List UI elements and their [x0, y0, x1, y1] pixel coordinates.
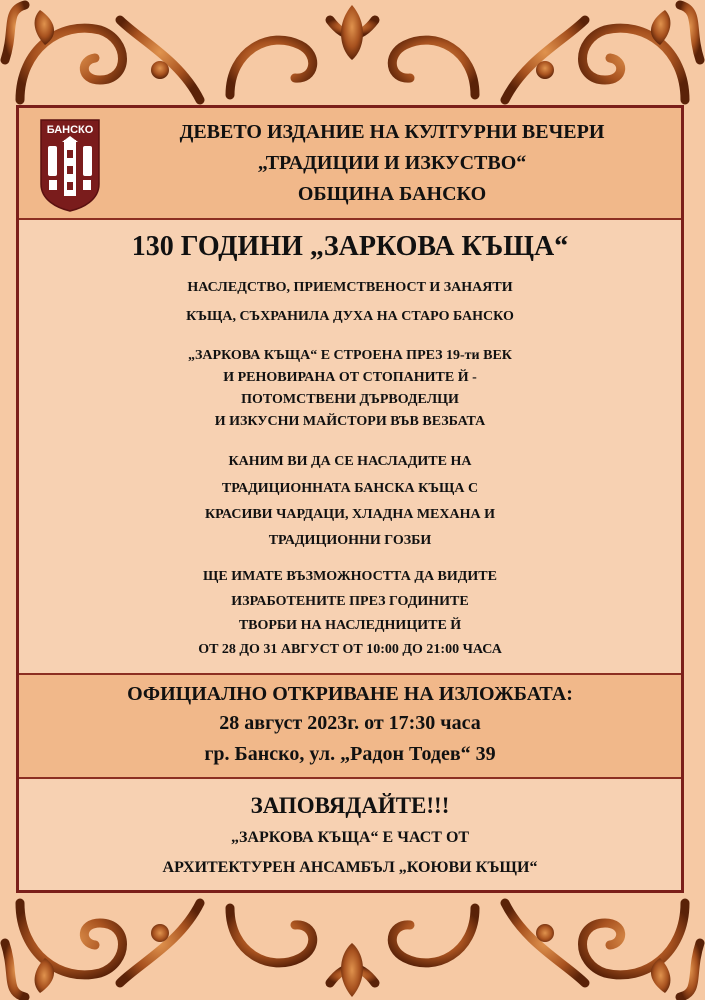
- footer-line-2: АРХИТЕКТУРЕН АНСАМБЪЛ „КОЮВИ КЪЩИ“: [162, 859, 538, 876]
- history-line-2: И РЕНОВИРАНА ОТ СТОПАНИТЕ Й -: [223, 370, 477, 385]
- header-line-3: ОБЩИНА БАНСКО: [297, 183, 487, 205]
- exhibit-line-2: ИЗРАБОТЕНИТЕ ПРЕЗ ГОДИНИТЕ: [231, 594, 469, 609]
- invite-line-4: ТРАДИЦИОННИ ГОЗБИ: [268, 533, 432, 548]
- history-line-3: ПОТОМСТВЕНИ ДЪРВОДЕЛЦИ: [241, 392, 459, 407]
- opening-title: ОФИЦИАЛНО ОТКРИВАНЕ НА ИЗЛОЖБАТА:: [127, 683, 573, 705]
- subtitle-1: НАСЛЕДСТВО, ПРИЕМСТВЕНОСТ И ЗАНАЯТИ: [187, 280, 513, 295]
- header-line-1: ДЕВЕТО ИЗДАНИЕ НА КУЛТУРНИ ВЕЧЕРИ: [179, 121, 605, 143]
- invite-line-3: КРАСИВИ ЧАРДАЦИ, ХЛАДНА МЕХАНА И: [205, 507, 495, 522]
- exhibit-line-3: ТВОРБИ НА НАСЛЕДНИЦИТЕ Й: [238, 618, 462, 633]
- poster-panel: [16, 105, 684, 893]
- opening-band: [19, 673, 681, 779]
- footer-line-1: „ЗАРКОВА КЪЩА“ Е ЧАСТ ОТ: [230, 829, 470, 846]
- main-title: 130 ГОДИНИ „ЗАРКОВА КЪЩА“: [131, 231, 569, 262]
- subtitle-2: КЪЩА, СЪХРАНИЛА ДУХА НА СТАРО БАНСКО: [186, 309, 514, 324]
- header-band: [19, 108, 681, 220]
- top-wood-carving: [0, 0, 705, 110]
- opening-address: гр. Банско, ул. „Радон Тодев“ 39: [204, 743, 496, 765]
- history-line-1: „ЗАРКОВА КЪЩА“ Е СТРОЕНА ПРЕЗ 19-ти ВЕК: [188, 348, 512, 363]
- wood-carving-icon: [0, 0, 705, 110]
- header-line-2: „ТРАДИЦИИ И ИЗКУСТВО“: [257, 152, 527, 174]
- opening-date: 28 август 2023г. от 17:30 часа: [219, 712, 481, 734]
- exhibit-line-1: ЩЕ ИМАТЕ ВЪЗМОЖНОСТТА ДА ВИДИТЕ: [203, 569, 497, 584]
- exhibit-dates: ОТ 28 ДО 31 АВГУСТ ОТ 10:00 ДО 21:00 ЧАСА: [198, 642, 502, 657]
- welcome-text: ЗАПОВЯДАЙТЕ!!!: [250, 793, 450, 818]
- bansko-coat-of-arms-icon: [37, 116, 103, 212]
- wood-carving-icon: [0, 893, 705, 1000]
- invite-line-1: КАНИМ ВИ ДА СЕ НАСЛАДИТЕ НА: [228, 454, 472, 469]
- invite-line-2: ТРАДИЦИОННАТА БАНСКА КЪЩА С: [221, 481, 479, 496]
- logo-text: БАНСКО: [46, 124, 94, 136]
- history-line-4: И ИЗКУСНИ МАЙСТОРИ ВЪВ ВЕЗБАТА: [214, 414, 486, 429]
- bottom-wood-carving: [0, 893, 705, 1000]
